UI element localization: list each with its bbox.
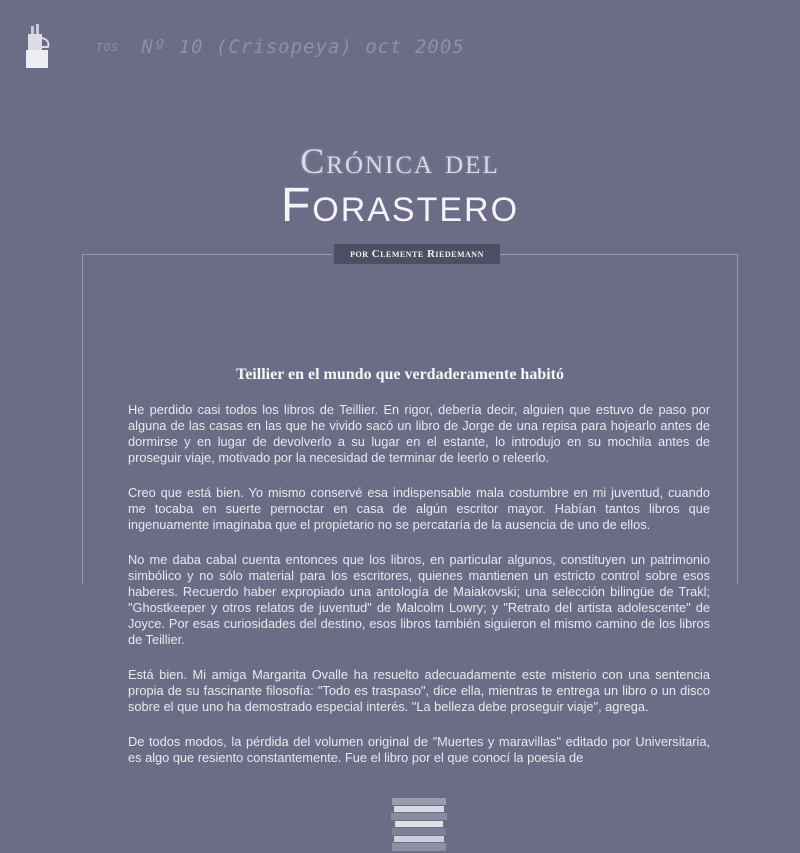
frame-top-left-rule — [82, 254, 332, 255]
cup-stamp-icon — [22, 20, 58, 70]
title-line-1: Crónica del — [300, 141, 500, 181]
frame-right-rule — [737, 254, 738, 584]
paragraph: Creo que está bien. Yo mismo conservé esa indispensable mala costumbre en mi juventud, cuando me tocaba en suerte pernoctar en casa de algún escritor mayor. Habían tantos libros que ingenuamente imaginaba que el propietario no se percataría de la ausencia de uno de ellos. — [128, 485, 710, 532]
book-stack-icon — [390, 796, 450, 853]
paragraph: No me daba cabal cuenta entonces que los libros, en particular algunos, constituyen un patrimonio simbólico y no sólo material para los escritores, quienes mantienen un estricto control sobre esos haberes. Recuerdo haber expropiado una antología de Maiakovski; una selección bilingüe de Trakl; "Ghostkeeper y otros relatos de juventud" de Malcolm Lowry; y "Retrato del artista adolescente" de Joyce. Por esas curiosidades del destino, esos libros también siguieron el mismo camino de los libros de Teillier. — [128, 552, 710, 647]
handwritten-annotation — [96, 36, 465, 58]
frame-top-right-rule — [500, 254, 737, 255]
frame-left-rule — [82, 254, 83, 584]
article-headline: Teillier en el mundo que verdaderamente habitó — [236, 366, 564, 383]
title-line-2: Forastero — [280, 179, 520, 232]
article-body — [128, 402, 710, 785]
byline: por Clemente Riedemann — [334, 244, 500, 264]
annotation-text: Nº 10 (Crisopeya) oct 2005 — [141, 36, 465, 58]
paragraph: De todos modos, la pérdida del volumen original de "Muertes y maravillas" editado por Universitaria, es algo que resiento constantemente. Fue el libro por el que conocí la poesía de — [128, 734, 710, 765]
paragraph: He perdido casi todos los libros de Teillier. En rigor, debería decir, alguien que estuvo de paso por alguna de las casas en las que he vivido sacó un libro de Jorge de una repisa para hojearlo antes de dormirse y en lugar de devolverlo a su lugar en el estante, lo introdujo en su mochila antes de proseguir viaje, motivado por la necesidad de terminar de leerlo o releerlo. — [128, 402, 710, 465]
annotation-prefix: TOS — [96, 41, 119, 54]
paragraph: Está bien. Mi amiga Margarita Ovalle ha resuelto adecuadamente este misterio con una sentencia propia de su fascinante filosofía: "Todo es traspaso", dice ella, mientras te entrega un libro o un disco sobre el que uno ha demostrado especial interés. "La belleza debe proseguir viaje", agrega. — [128, 667, 710, 714]
